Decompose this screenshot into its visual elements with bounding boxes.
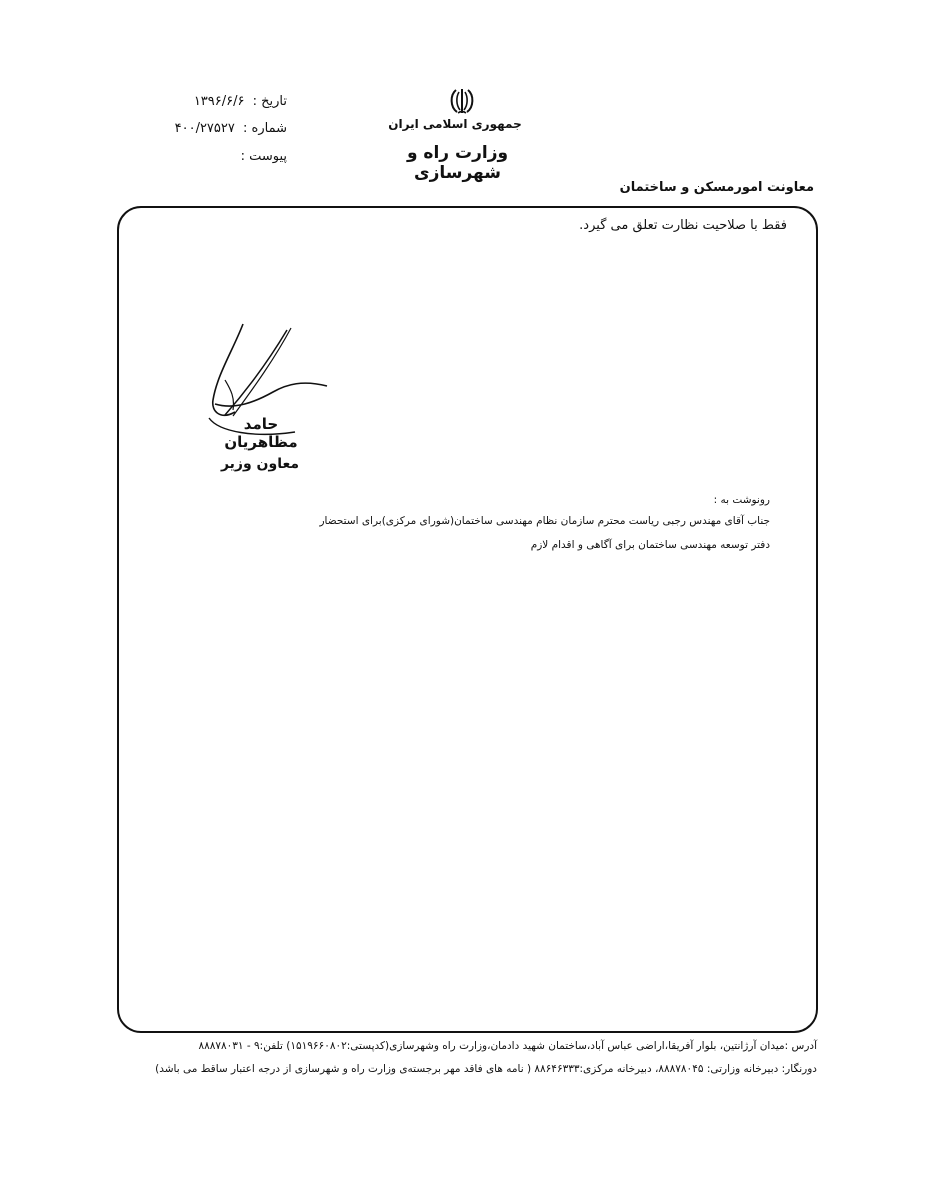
republic-title: جمهوری اسلامی ایران (388, 117, 522, 131)
number-value: ۴۰۰/۲۷۵۲۷ (174, 121, 235, 136)
number-label: شماره : (243, 121, 287, 136)
number-row (175, 121, 287, 136)
attachment-label: پیوست : (240, 149, 287, 164)
date-value: ۱۳۹۶/۶/۶ (193, 94, 245, 109)
iran-emblem-icon (447, 86, 477, 116)
footer-phones: دورنگار: دبیرخانه وزارتی: ۸۸۸۷۸۰۴۵، دبیرخانه مرکزی:۸۸۶۴۶۳۳۳ ( نامه های فاقد مهر برجسته‌ی وزارت راه و شهرسازی از درجه اعتبار ساقط می باشد) (155, 1063, 817, 1075)
attachment-row (237, 149, 287, 164)
cc-line-2: دفتر توسعه مهندسی ساختمان برای آگاهی و اقدام لازم (530, 539, 770, 551)
signer-title: معاون وزیر (220, 456, 300, 472)
date-row (194, 94, 287, 109)
signer-name: حامد مظاهریان (224, 415, 298, 451)
cc-line-1: جناب آقای مهندس رجبی ریاست محترم سازمان نظام مهندسی ساختمان(شورای مرکزی)برای استحضار (319, 515, 770, 527)
deputy-title: معاونت امورمسکن و ساختمان (619, 180, 814, 195)
cc-label: رونوشت به : (713, 494, 770, 506)
footer-address: آدرس :میدان آرژانتین، بلوار آفریقا،اراضی عباس آباد،ساختمان شهید دادمان،وزارت راه وشهرسازی(کدپستی:۱۵۱۹۶۶۰۸۰۲) تلفن:۹ - ۸۸۸۷۸۰۳۱ (198, 1040, 817, 1052)
letter-body: فقط با صلاحیت نظارت تعلق می گیرد. (579, 218, 787, 233)
date-label: تاریخ : (252, 94, 287, 109)
ministry-title: وزارت راه و شهرسازی (406, 143, 509, 183)
